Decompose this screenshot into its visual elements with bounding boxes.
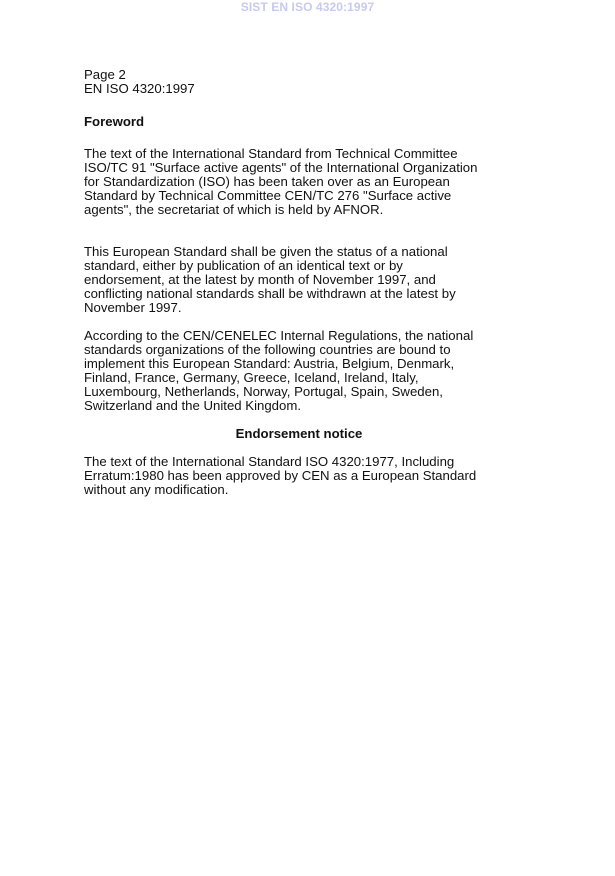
text-line: conflicting national standards shall be withdrawn at the latest by (84, 286, 456, 301)
endorsement-paragraph (84, 455, 476, 497)
text-line: November 1997. (84, 300, 182, 315)
text-line: Switzerland and the United Kingdom. (84, 398, 301, 413)
page-number: Page 2 (84, 67, 126, 82)
text-line: The text of the International Standard from Technical Committee (84, 146, 458, 161)
endorsement-heading: Endorsement notice (235, 426, 363, 441)
text-line: According to the CEN/CENELEC Internal Regulations, the national (84, 328, 474, 343)
text-line: agents", the secretariat of which is held by AFNOR. (84, 202, 384, 217)
text-line: Standard by Technical Committee CEN/TC 276 "Surface active (84, 188, 452, 203)
text-line: standard, either by publication of an identical text or by (84, 258, 403, 273)
foreword-heading-block (84, 115, 144, 129)
text-line: Erratum:1980 has been approved by CEN as a European Standard (84, 468, 477, 483)
foreword-paragraph-3 (84, 329, 473, 413)
text-line: ISO/TC 91 "Surface active agents" of the International Organization (84, 160, 478, 175)
text-line: for Standardization (ISO) has been taken over as an European (84, 174, 450, 189)
foreword-heading: Foreword (84, 114, 145, 129)
foreword-paragraph-2 (84, 245, 456, 315)
text-line: without any modification. (84, 482, 229, 497)
text-line: Finland, France, Germany, Greece, Iceland, Ireland, Italy, (84, 370, 419, 385)
text-line: standards organizations of the following countries are bound to (84, 342, 451, 357)
text-line: The text of the International Standard ISO 4320:1977, Including (84, 454, 455, 469)
text-line: endorsement, at the latest by month of November 1997, and (84, 272, 436, 287)
foreword-paragraph-1 (84, 147, 477, 217)
text-line: This European Standard shall be given the status of a national (84, 244, 448, 259)
text-line: implement this European Standard: Austria, Belgium, Denmark, (84, 356, 455, 371)
page-header (84, 68, 195, 96)
text-line: Luxembourg, Netherlands, Norway, Portugal, Spain, Sweden, (84, 384, 443, 399)
endorsement-heading-block (84, 427, 514, 441)
standard-reference: EN ISO 4320:1997 (84, 81, 195, 96)
watermark: SIST EN ISO 4320:1997 (240, 0, 375, 14)
